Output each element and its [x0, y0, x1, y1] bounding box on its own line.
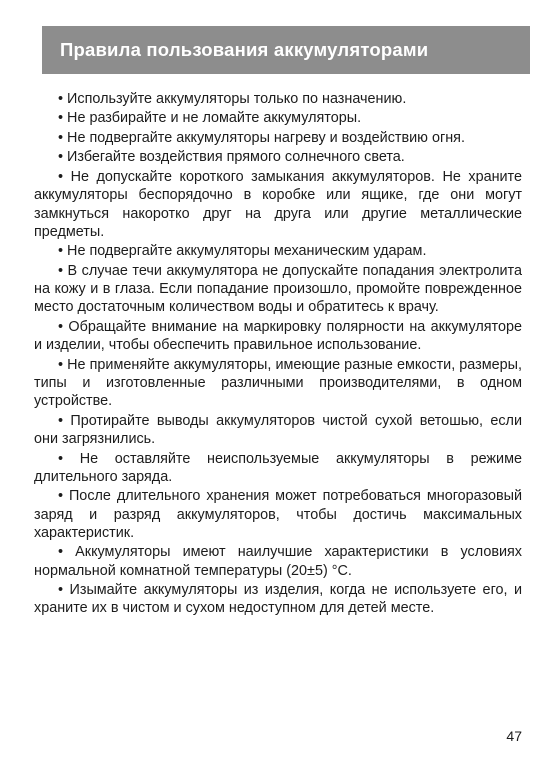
rule-item: • После длительного хранения может потребоваться многоразовый заряд и разряд аккумуляторов, чтобы достичь максимальных характеристик. — [34, 487, 522, 542]
rule-item: • Не применяйте аккумуляторы, имеющие разные емкости, размеры, типы и изготовленные различными производителями, в одном устройстве. — [34, 356, 522, 411]
rule-item: • Обращайте внимание на маркировку полярности на аккумуляторе и изделии, чтобы обеспечить правильное использование. — [34, 318, 522, 355]
page-title: Правила пользования аккумуляторами — [60, 39, 429, 60]
rule-item: • Избегайте воздействия прямого солнечного света. — [34, 148, 522, 166]
rule-item: • Не допускайте короткого замыкания аккумуляторов. Не храните аккумуляторы беспорядочно в коробке или ящике, где они могут замкнуться накоротко друг на друга или другие металлические предметы. — [34, 168, 522, 241]
rule-item: • Не разбирайте и не ломайте аккумуляторы. — [34, 109, 522, 127]
rule-item: • Не подвергайте аккумуляторы нагреву и воздействию огня. — [34, 129, 522, 147]
rule-item: • Протирайте выводы аккумуляторов чистой сухой ветошью, если они загрязнились. — [34, 412, 522, 449]
rules-list — [34, 90, 522, 619]
rule-item: • В случае течи аккумулятора не допускайте попадания электролита на кожу и в глаза. Если попадание произошло, промойте поврежденное место достаточным количеством воды и обратитесь к врачу. — [34, 262, 522, 317]
rule-item: • Не подвергайте аккумуляторы механическим ударам. — [34, 242, 522, 260]
rule-item: • Аккумуляторы имеют наилучшие характеристики в условиях нормальной комнатной температуры (20±5) °С. — [34, 543, 522, 580]
page-number: 47 — [506, 728, 522, 744]
rule-item: • Изымайте аккумуляторы из изделия, когда не используете его, и храните их в чистом и сухом недоступном для детей месте. — [34, 581, 522, 618]
rule-item: • Не оставляйте неиспользуемые аккумуляторы в режиме длительного заряда. — [34, 450, 522, 487]
header-bar — [42, 26, 530, 74]
rule-item: • Используйте аккумуляторы только по назначению. — [34, 90, 522, 108]
